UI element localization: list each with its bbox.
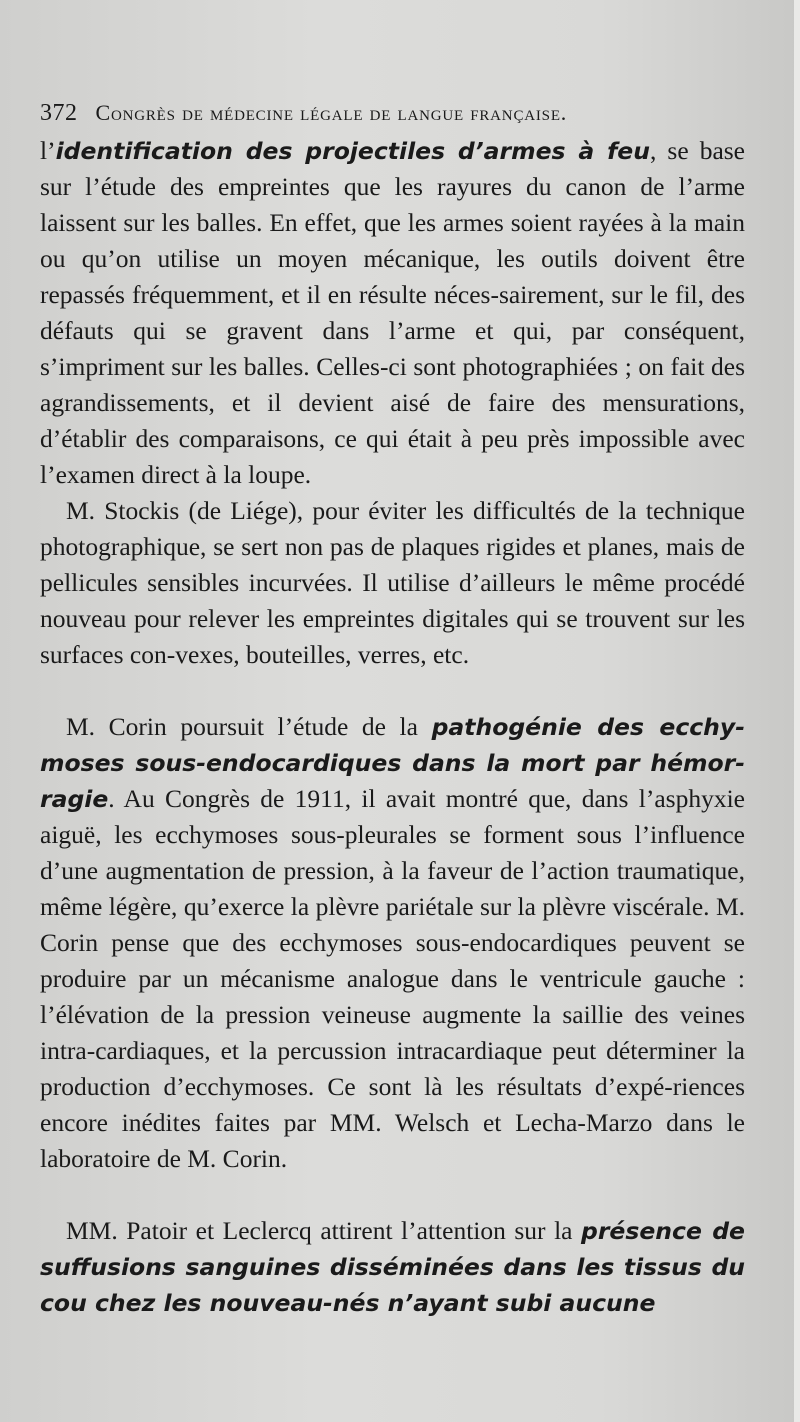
emphasis-segment: identification des projectiles d’armes à feu <box>55 137 650 165</box>
text-segment: M. Stockis (de Liége), pour éviter les difficultés de la technique photographique, se sert non pas de plaques rigides et planes, mais de pellicules sensibles incurvées. Il utilise d’ailleurs le même procédé nouveau pour relever les empreintes digitales qui se trouvent sur les surfaces con-vexes, bouteilles, verres, etc. <box>40 496 745 669</box>
paragraph-stockis <box>40 493 745 673</box>
running-title: Congrès de médecine légale de langue française. <box>95 100 568 125</box>
text-segment: . Au Congrès de 1911, il avait montré que, dans l’asphyxie aiguë, les ecchymoses sous-pleurales se forment sous l’influence d’une augmentation de pression, à la faveur de l’action traumatique, même légère, qu’exerce la plèvre pariétale sur la plèvre viscérale. M. Corin pense que des ecchymoses sous-endocardiques peuvent se produire par un mécanisme analogue dans le ventricule gauche : l’élévation de la pression veineuse augmente la saillie des veines intra-cardiaques, et la percussion intracardiaque peut déterminer la production d’ecchymoses. Ce sont là les résultats d’expé-riences encore inédites faites par MM. Welsch et Lecha-Marzo dans le laboratoire de M. Corin. <box>40 784 745 1173</box>
book-page <box>40 100 745 1321</box>
running-head <box>40 100 745 127</box>
text-segment: , se base sur l’étude des empreintes que les rayures du canon de l’arme laissent sur les balles. En effet, que les armes soient rayées à la main ou qu’on utilise un moyen mécanique, les outils doivent être repassés fréquemment, et il en résulte néces-sairement, sur le fil, des défauts qui se gravent dans l’arme et qui, par conséquent, s’impriment sur les balles. Celles-ci sont photographiées ; on fait des agrandissements, et il devient aisé de faire des mensurations, d’établir des comparaisons, ce qui était à peu près impossible avec l’examen direct à la loupe. <box>40 136 746 489</box>
paragraph-identification <box>40 133 745 493</box>
emphasis-segment: présence de suffusions sanguines disséminées dans les tissus du cou chez les nouveau-nés n’ayant subi aucune <box>40 1217 745 1317</box>
text-segment: l’ <box>40 136 56 165</box>
text-segment: M. Corin poursuit l’étude de la <box>66 712 432 741</box>
emphasis-segment: pathogénie des ecchy-moses sous-endocardiques dans la mort par hémor-ragie <box>40 713 745 813</box>
paragraph-corin <box>40 709 745 1177</box>
page-number: 372 <box>40 100 78 126</box>
paragraph-patoir <box>40 1213 745 1321</box>
text-segment: MM. Patoir et Leclercq attirent l’attention sur la <box>66 1216 582 1245</box>
page-edge-shadow <box>794 0 800 1422</box>
